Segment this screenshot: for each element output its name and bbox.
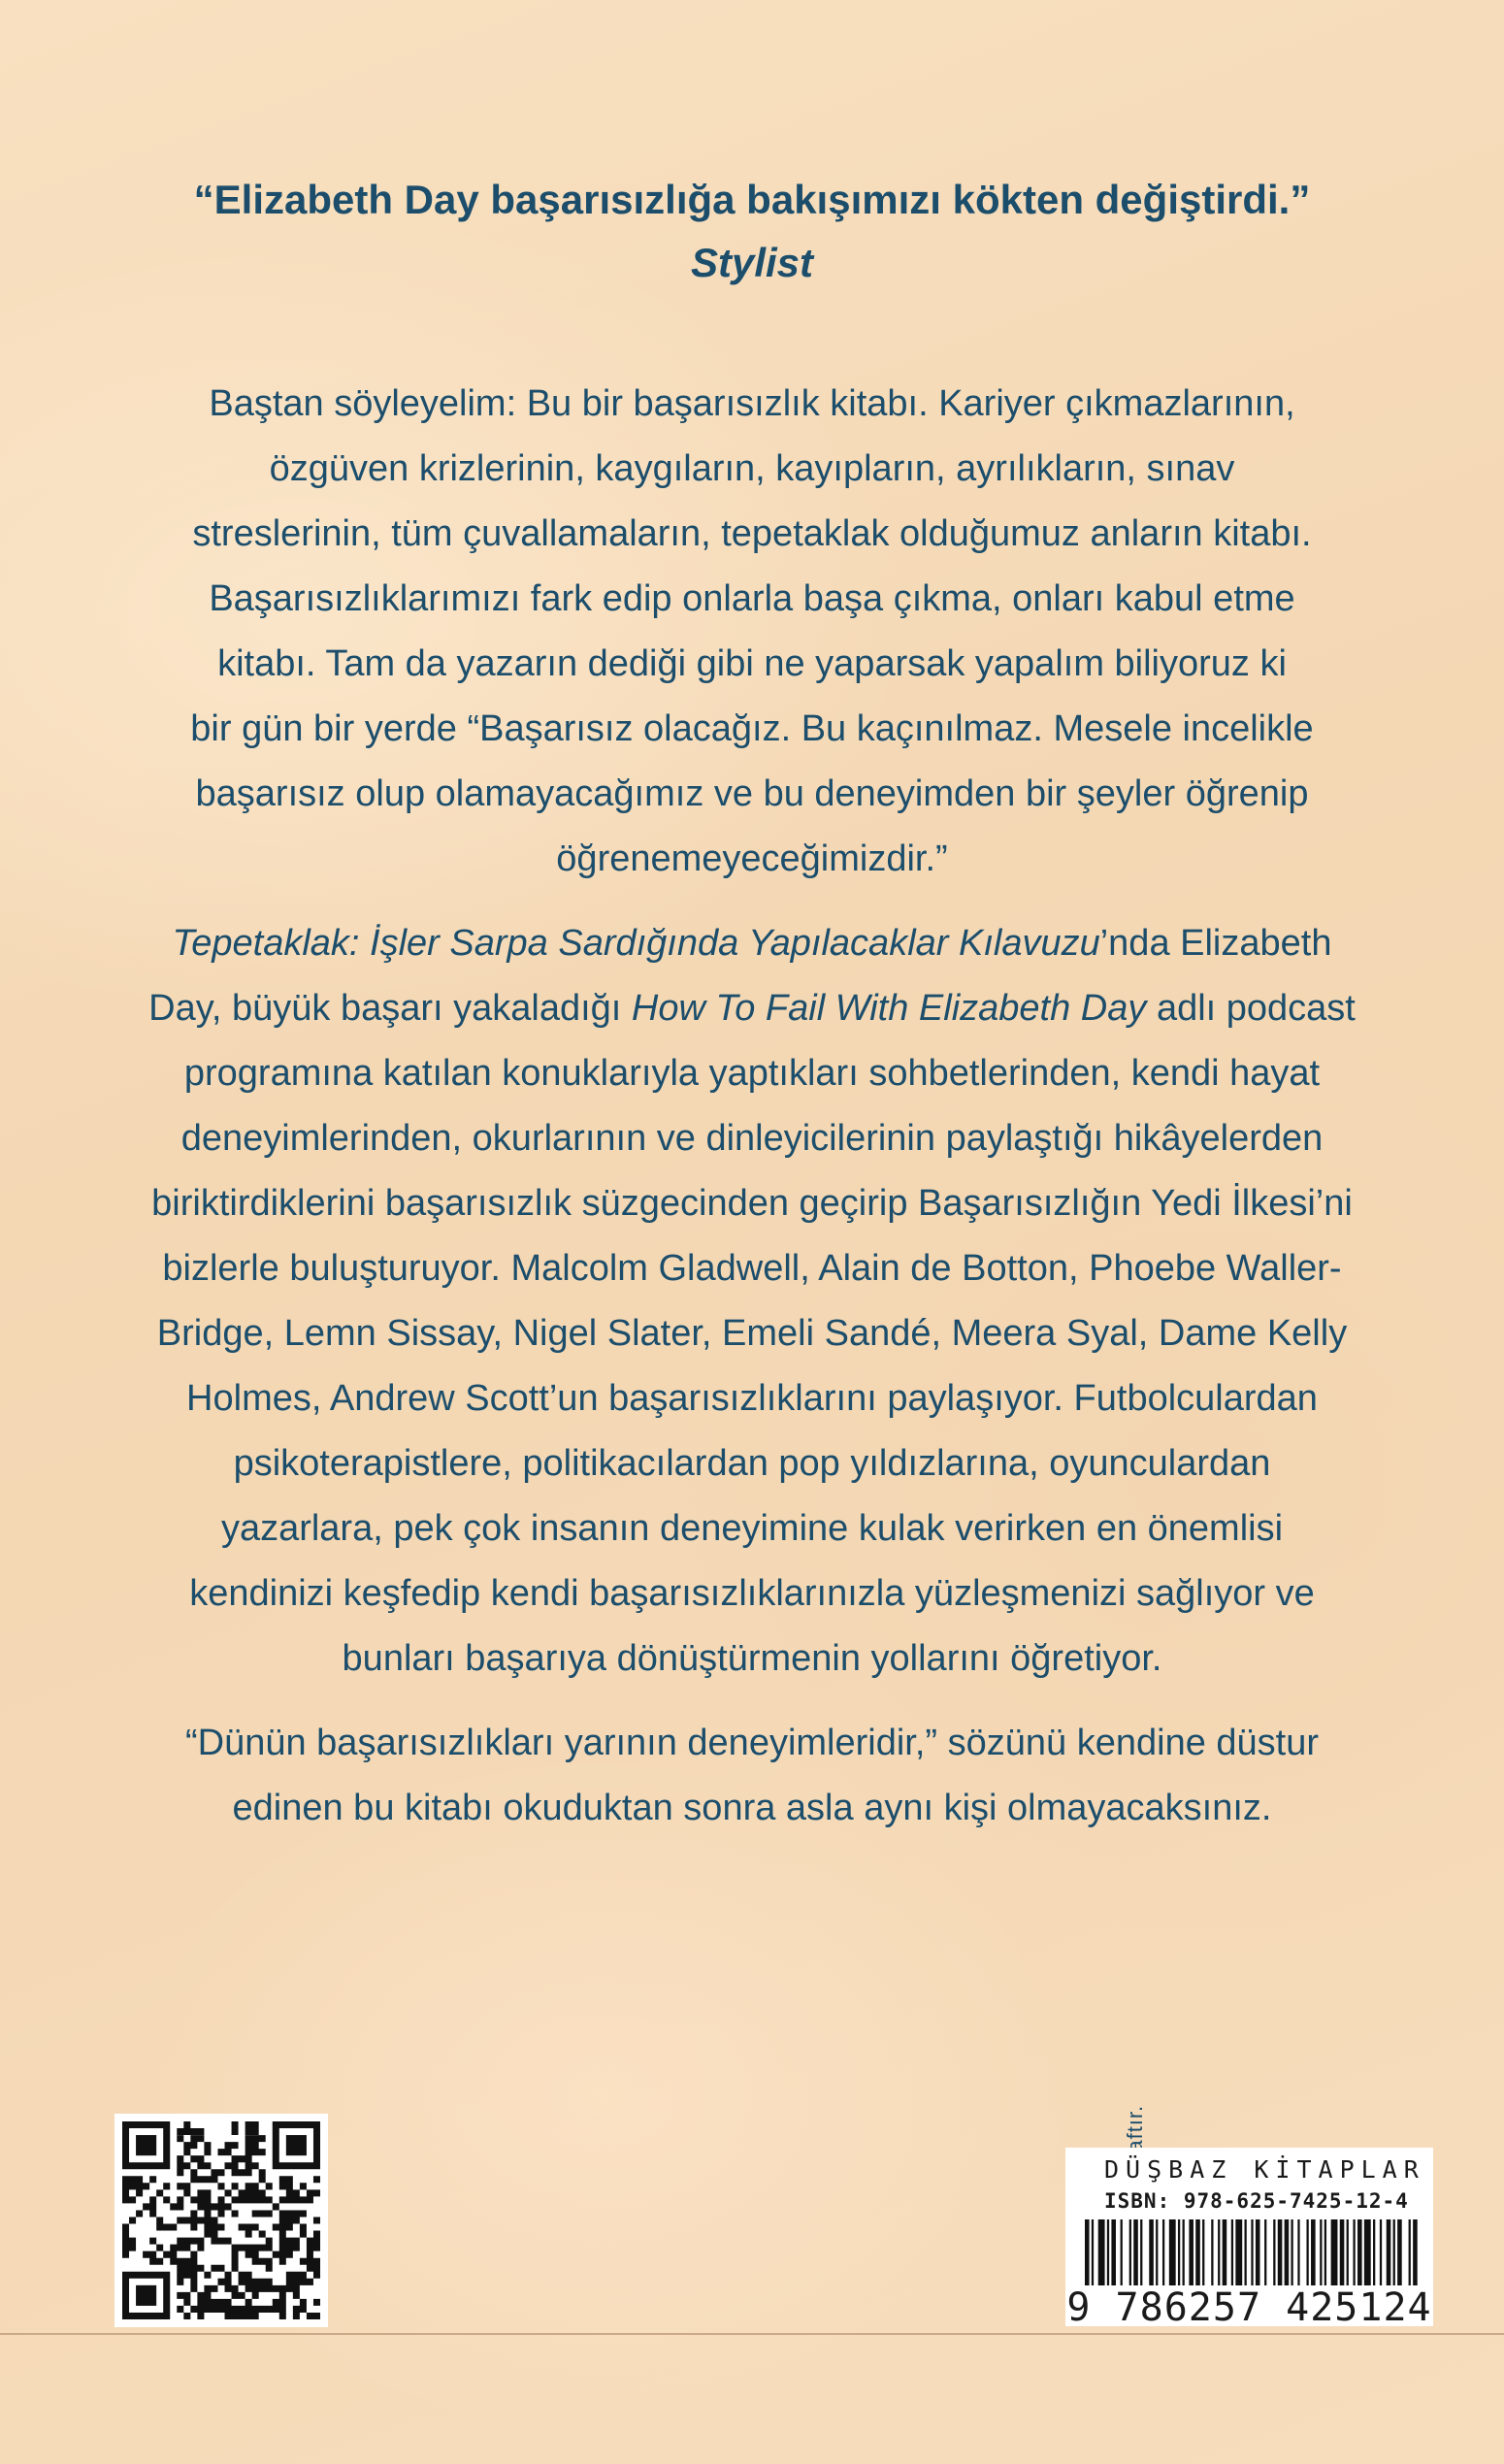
text-line: “Dünün başarısızlıkları yarının deneyimleridir,” sözünü kendine düstur <box>184 1723 1320 1763</box>
barcode-number: 9 786257 425124 <box>1066 2285 1432 2330</box>
text-line: edinen bu kitabı okuduktan sonra asla aynı kişi olmayacaksınız. <box>232 1788 1272 1828</box>
isbn-number: ISBN: 978-625-7425-12-4 <box>1104 2189 1409 2213</box>
quote-text: “Elizabeth Day başarısızlığa bakışımızı kökten değiştirdi.” <box>193 177 1311 222</box>
text-line: kitabı. Tam da yazarın dediği gibi ne yaparsak yapalım biliyoruz ki <box>217 643 1287 684</box>
qr-finder-inner <box>286 2135 307 2155</box>
qr-finder-inner <box>136 2285 156 2306</box>
qr-code-graphic <box>114 2114 328 2327</box>
text-line: başarısız olup olamayacağımız ve bu deneyimden bir şeyler öğrenip <box>195 773 1309 814</box>
description-paragraph-2 <box>78 911 1426 1692</box>
text-line: Bridge, Lemn Sissay, Nigel Slater, Emeli Sandé, Meera Syal, Dame Kelly <box>156 1313 1348 1354</box>
publisher-name: DÜŞBAZ KİTAPLAR <box>1104 2155 1425 2184</box>
text-line: özgüven krizlerinin, kaygıların, kayıpların, ayrılıkların, sınav <box>269 448 1235 489</box>
text-line: deneyimlerinden, okurlarının ve dinleyicilerinin paylaştığı hikâyelerden <box>180 1118 1324 1159</box>
book-title: Tepetaklak: İşler Sarpa Sardığında Yapılacaklar Kılavuzu <box>172 923 1100 964</box>
text-line: bunları başarıya dönüştürmenin yollarını öğretiyor. <box>342 1638 1162 1679</box>
text-line: yazarlara, pek çok insanın deneyimine kulak verirken en önemlisi <box>220 1508 1284 1549</box>
bottom-divider <box>0 2333 1504 2335</box>
description-paragraph-1 <box>78 372 1426 892</box>
barcode-bars <box>1085 2219 1420 2285</box>
text-line: streslerinin, tüm çuvallamaların, tepetaklak olduğumuz anların kitabı. <box>192 513 1312 554</box>
text-line: bir gün bir yerde “Başarısız olacağız. Bu kaçınılmaz. Mesele incelikle <box>190 708 1314 749</box>
text-line: biriktirdiklerini başarısızlık süzgecinden geçirip Başarısızlığın Yedi İlkesi’ni <box>151 1183 1353 1224</box>
isbn-barcode-label <box>1065 2148 1433 2330</box>
text-fragment: adlı podcast <box>1146 988 1356 1029</box>
barcode-stripes <box>1085 2219 1418 2285</box>
text-line: psikoterapistlere, politikacılardan pop yıldızlarına, oyunculardan <box>233 1443 1271 1484</box>
description-paragraph-3 <box>78 1711 1426 1841</box>
text-fragment: ’nda Elizabeth <box>1099 923 1332 964</box>
blurb-quote <box>97 175 1407 288</box>
text-line: Başarısızlıklarımızı fark edip onlarla başa çıkma, onları kabul etme <box>209 578 1295 619</box>
qr-finder-inner <box>136 2135 156 2155</box>
text-line: Holmes, Andrew Scott’un başarısızlıklarını paylaşıyor. Futbolculardan <box>186 1378 1318 1419</box>
text-line: programına katılan konuklarıyla yaptıkları sohbetlerinden, kendi hayat <box>183 1053 1321 1094</box>
text-line: kendinizi keşfedip kendi başarısızlıklarınızla yüzleşmenizi sağlıyor ve <box>189 1573 1315 1614</box>
qr-code <box>114 2114 328 2327</box>
podcast-title: How To Fail With Elizabeth Day <box>631 988 1147 1029</box>
text-line <box>78 976 1426 1041</box>
text-line <box>78 911 1426 976</box>
text-line: öğrenemeyeceğimizdir.” <box>556 838 948 879</box>
text-fragment: Day, büyük başarı yakaladığı <box>148 988 632 1029</box>
text-line: Baştan söyleyelim: Bu bir başarısızlık kitabı. Kariyer çıkmazlarının, <box>209 383 1295 424</box>
quote-source: Stylist <box>690 239 814 285</box>
text-line: bizlerle buluşturuyor. Malcolm Gladwell, Alain de Botton, Phoebe Waller- <box>162 1248 1342 1289</box>
